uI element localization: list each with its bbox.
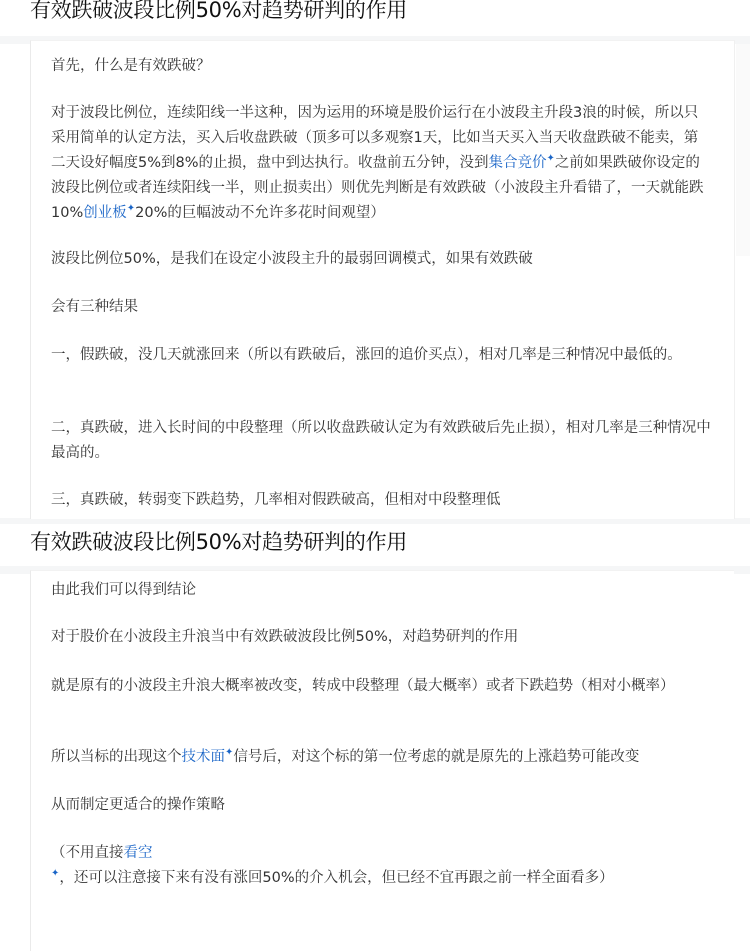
link-jishumian[interactable]: 技术面 [181, 749, 225, 765]
paragraph: 波段比例位50%，是我们在设定小波段主升的最弱回调模式，如果有效跌破 [51, 251, 533, 267]
paragraph-text: 20%的巨幅波动不允许多花时间观望） [135, 205, 385, 221]
article-title: 有效跌破波段比例50%对趋势研判的作用 [30, 530, 407, 554]
paragraph: 会有三种结果 [51, 299, 138, 315]
link-spark-icon: ✦ [546, 153, 555, 165]
paragraph-text: ，还可以注意接下来有没有涨回50%的介入机会，但已经不宜再跟之前一样全面看多） [59, 870, 614, 886]
link-kankong[interactable]: 看空 [123, 845, 153, 861]
paragraph-text: 对于波段比例位，连续阳线一半这种，因为运用的环境是股价运行在小波段主升段3浪的时候，所以只采用简单的认定方法，买入后收盘跌破（顶多可以多观察1天，比如当天买入当天收盘跌破不能卖，第二天设好幅度5%到8%的止损，盘中到达执行。收盘前五分钟，没到 [51, 105, 699, 171]
paragraph-text: 所以当标的出现这个 [51, 749, 182, 765]
paragraph: 首先，什么是有效跌破？ [51, 58, 211, 74]
paragraph-text: 信号后，对这个标的第一位考虑的就是原先的上涨趋势可能改变 [233, 749, 640, 765]
link-jihejingjia[interactable]: 集合竞价 [488, 155, 547, 171]
paragraph: 二，真跌破，进入长时间的中段整理（所以收盘跌破认定为有效跌破后先止损），相对几率是三种情况中最高的。 [51, 420, 711, 461]
paragraph: 对于股价在小波段主升浪当中有效跌破波段比例50%，对趋势研判的作用 [51, 629, 519, 645]
paragraph-text: （不用直接 [51, 845, 124, 861]
article-card-1 [30, 40, 735, 519]
paragraph [51, 745, 711, 770]
link-spark-icon: ✦ [51, 868, 60, 880]
paragraph: 三，真跌破，转弱变下跌趋势，几率相对假跌破高，但相对中段整理低 [51, 492, 501, 508]
right-edge-strip [736, 44, 750, 256]
link-spark-icon: ✦ [126, 203, 136, 215]
article-card-2 [30, 570, 734, 951]
paragraph: 从而制定更适合的操作策略 [51, 797, 225, 813]
paragraph: 就是原有的小波段主升浪大概率被改变，转成中段整理（最大概率）或者下跌趋势（相对小概率） [51, 678, 675, 694]
paragraph: 由此我们可以得到结论 [51, 582, 196, 598]
link-spark-icon: ✦ [225, 747, 234, 759]
paragraph [51, 841, 711, 891]
paragraph-text: 之前如果跌破你设定的波段比例位或者连续阳线一半，则止损卖出）则优先判断是有效跌破（小波段主升看错了，一天就能跌10% [51, 155, 704, 221]
article-title-top: 有效跌破波段比例50%对趋势研判的作用 [30, 0, 407, 22]
paragraph [51, 101, 711, 226]
link-chuangyeban[interactable]: 创业板 [83, 205, 127, 221]
paragraph: 一，假跌破，没几天就涨回来（所以有跌破后，涨回的追价买点），相对几率是三种情况中最低的。 [51, 347, 682, 363]
